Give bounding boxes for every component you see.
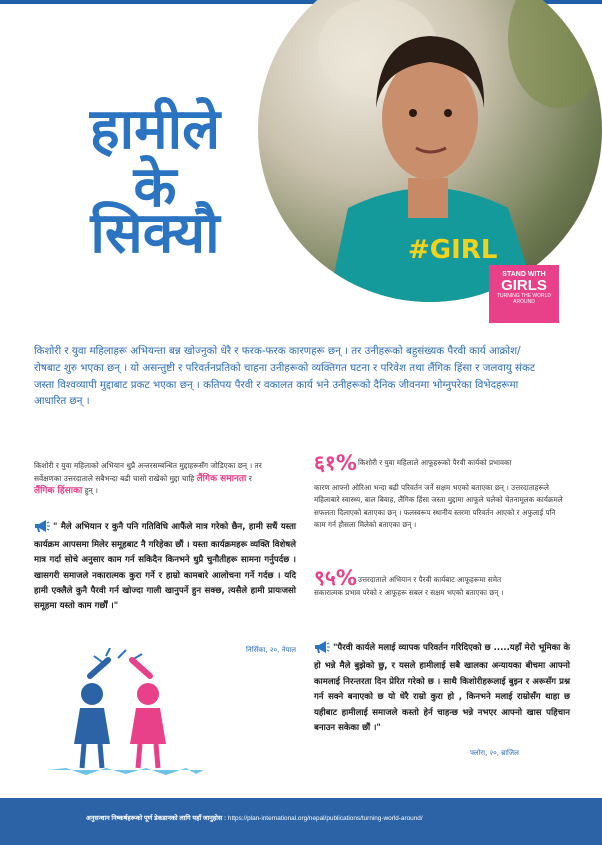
megaphone-icon bbox=[34, 520, 50, 538]
megaphone-icon bbox=[314, 641, 330, 659]
badge-line-1: STAND WITH bbox=[502, 271, 546, 278]
stat-95-lead: उत्तरदाताले अभियान र पैरवी कार्यबाट आफूहरूमा समेत bbox=[358, 575, 502, 584]
quote-nepal-text: " मैले अभियान र कुनै पनि गतिविधि आफैंले मात्र गरेको छैन, हामी सधैं यस्ता कार्यक्रम आपसमा मिलेर समूहबाट नै गरिहेका छौं । यस्ता कार्यक्रमहरू व्यक्ति विशेषले मात्र गर्दा सोचे अनुसार काम गर्न सकिदैन किनभने धुप्रै चुनौतीहरू सामना गर्नुपर्दछ । खासगरी समाजले नकारात्मक कुरा गर्ने र हाम्रो कामबारे आलोचना गर्ने गर्दछ । यदि हामी एक्लैले कुनै पैरवी गर्न खोज्दा गाली खानुपर्ने हुन सक्छ, त्यसैले हामी प्रायःजसो समूहमा यस्तो काम गर्छौं ।" bbox=[34, 522, 296, 612]
issues-paragraph bbox=[34, 460, 274, 498]
stat-95-percent: ९५% bbox=[314, 566, 357, 590]
girl-portrait-photo bbox=[258, 0, 602, 302]
issues-connector: र bbox=[248, 473, 252, 483]
highlight-gender-violence: लैंगिक हिंसाका bbox=[34, 486, 83, 496]
stat-61-percent: ६१% bbox=[314, 451, 357, 475]
issues-suffix: हुन् । bbox=[84, 486, 98, 495]
footer-text bbox=[86, 813, 586, 822]
footer-label: अनुसन्धान निष्कर्षहरूको पूर्ण डेकडानको लागि यहाँ जानुहोस : bbox=[86, 815, 227, 822]
quote-nepal bbox=[34, 520, 296, 614]
title-line-3: सिक्यौ bbox=[90, 201, 220, 266]
quote-brazil-text: "पैरवी कार्यले मलाई व्यापक परिवर्तन गरिदिएको छ .....यहाँ मेरो भूमिका के हो भन्ने मैले बुझेको छु, र यसले हामीलाई सबै खालका अन्यायका बीचमा आफ्नो कामलाई निरन्तरता दिन प्रेरित गरेको छ । साथै किशोरीहरूलाई बुझ्न र अरूसँग प्रश्न गर्न सक्ने बनाएको छ यो धेरै राम्रो कुरा हो , किनभने मलाई राम्रोसँग थाहा छ यहीबाट हामीलाई समाजले कस्तो हेर्न चाहन्छ भन्ने नभएर आफ्नो खास पहिचान बनाउन सकेका छौं ।" bbox=[314, 643, 570, 734]
stand-with-girls-badge bbox=[489, 265, 559, 323]
quote-brazil-attribution: फ्लोरा, २०, ब्राजिल bbox=[470, 749, 519, 757]
stat-95-text: सकारात्मक प्रभाव परेको र आफूहरू सबल र सक्षम भएको बताएका छन् । bbox=[314, 588, 504, 597]
svg-text:#GIRL: #GIRL bbox=[408, 235, 498, 265]
badge-line-2: GIRLS bbox=[501, 277, 547, 294]
issues-text: किशोरी र युवा महिलाको अभियान धुप्रै अन्तरसम्बन्धित मुद्दाहरूसँग जोडिएका छन् । तर सर्वेक्षणका उत्तरदाताले सबैभन्दा बढी चासो राखेको मुद्दा चाहि bbox=[34, 461, 262, 483]
title-line-1: हामीले bbox=[89, 97, 221, 162]
quote-nepal-attribution: निर्सिका, २०, नेपाल bbox=[245, 646, 296, 654]
badge-line-3: TURNING THE WORLD AROUND bbox=[496, 293, 552, 305]
girls-high-five-illustration bbox=[46, 648, 206, 782]
stat-61-text: कारण आफ्नो ओरिआ भन्दा बढी परिवर्तन जर्ने सक्षम भएको बताएका छन् । उत्तरदाताहरूले महिलाबारे स्वास्थ्य, बाल बिवाह, लैंगिक हिंसा जस्ता मुद्दामा आफूले चलेको चेतनामूलक कार्यक्रमले सफलता दिलाएको बताएका छन् । फलस्वरूप स्थानीय स्तरमा परिवर्तन आएको र अफुलाई पनि काम गर्न हौसला मिलेको बताएका छन् । bbox=[314, 483, 563, 529]
footer-link[interactable]: https://plan-international.org/nepal/publications/turning-world-around/ bbox=[227, 815, 423, 822]
title-line-2: के bbox=[133, 155, 177, 220]
quote-brazil bbox=[314, 641, 570, 736]
highlight-gender-equality: लैंगिक समानता bbox=[196, 473, 247, 484]
stat-61-lead: किशोरी र युवा महिलाले आफूहरूको पैरवी कार्यको प्रभावका bbox=[358, 458, 512, 467]
intro-paragraph: किशोरी र युवा महिलाहरू अभियन्ता बन्न खोज्नुको धेरै र फरक-फरक कारणहरू छन् । तर उनीहरूको बहुसंख्यक पैरवी कार्य आक्रोश/रोषबाट शुरु भएका छन् । यो असन्तुष्टी र परिवर्तनप्रतिको चाहना उनीहरूको व्यक्तिगत घटना र परिवेश तथा लैंगिक हिंसा र जलवायु संकट जस्ता विश्वव्यापी मुद्दाबाट प्रकट भएका छन् । कतिपय पैरवी र वकालत कार्य भने उनीहरूको दैनिक जीवनमा भोग्नुपरेका विभेदहरूमा आधारित छन् । bbox=[34, 345, 536, 408]
